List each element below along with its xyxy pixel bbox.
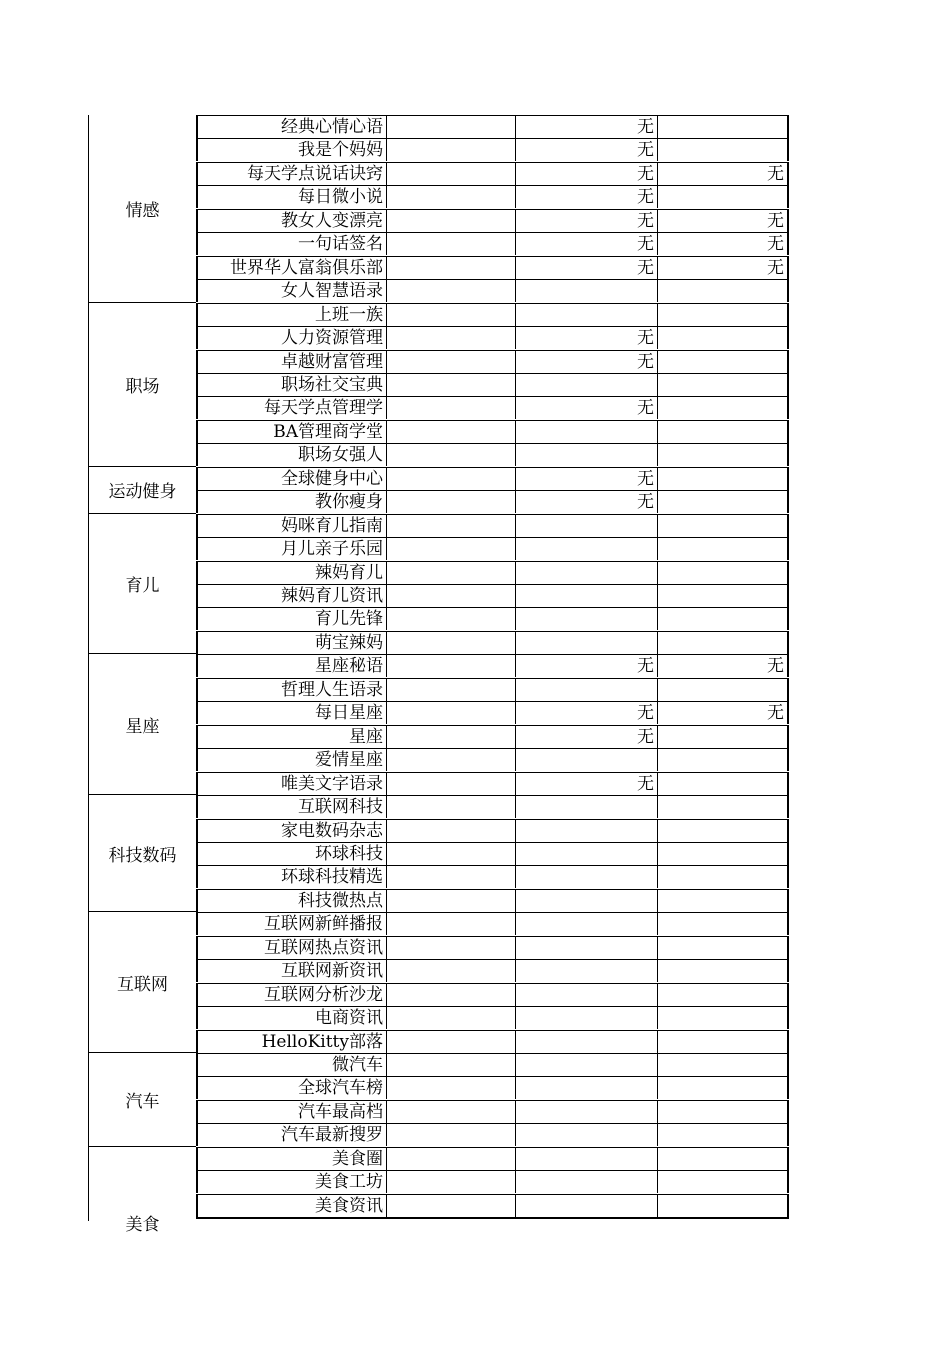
cell-col4[interactable] [658, 912, 789, 935]
cell-name[interactable]: 环球科技精选 [196, 865, 387, 888]
cell-name[interactable]: 互联网新资讯 [196, 959, 387, 982]
cell-col4[interactable] [658, 185, 789, 208]
cell-col2[interactable] [387, 842, 516, 865]
table-row [196, 373, 789, 396]
cell-name[interactable]: 职场女强人 [196, 443, 387, 466]
cell-col4[interactable] [658, 748, 789, 771]
cell-col2[interactable] [387, 936, 516, 959]
table-row [196, 467, 789, 490]
cell-name[interactable]: 互联网热点资讯 [196, 936, 387, 959]
cell-name[interactable]: 卓越财富管理 [196, 350, 387, 373]
cell-col2[interactable] [387, 256, 516, 279]
cell-col3[interactable] [516, 912, 658, 935]
cell-name[interactable]: 月儿亲子乐园 [196, 537, 387, 560]
cell-name[interactable]: 萌宝辣妈 [196, 631, 387, 654]
table-row [196, 443, 789, 466]
cell-col2[interactable] [387, 678, 516, 701]
category-cell [88, 654, 196, 795]
cell-col3[interactable] [516, 1053, 658, 1076]
cell-col3[interactable] [516, 1100, 658, 1123]
cell-col3[interactable]: 无 [516, 209, 658, 232]
cell-col3[interactable] [516, 1030, 658, 1053]
cell-col4[interactable] [658, 514, 789, 537]
table-row [196, 584, 789, 607]
table-row [196, 1006, 789, 1029]
table-bottom-border [196, 1217, 789, 1219]
cell-col4[interactable]: 无 [658, 701, 789, 724]
cell-col3[interactable] [516, 303, 658, 326]
table-row [196, 607, 789, 630]
category-cell [88, 1053, 196, 1147]
table-row [196, 819, 789, 842]
cell-col3[interactable]: 无 [516, 772, 658, 795]
cell-col4[interactable] [658, 889, 789, 912]
cell-col2[interactable] [387, 889, 516, 912]
cell-col2[interactable] [387, 631, 516, 654]
table-row [196, 1147, 789, 1170]
table-row [196, 232, 789, 255]
cell-name[interactable]: 全球汽车榜 [196, 1076, 387, 1099]
cell-col4[interactable] [658, 795, 789, 818]
cell-col3[interactable] [516, 1170, 658, 1193]
cell-name[interactable]: 妈咪育儿指南 [196, 514, 387, 537]
category-label: 互联网 [117, 974, 168, 995]
cell-col2[interactable] [387, 772, 516, 795]
cell-col4[interactable] [658, 584, 789, 607]
cell-col2[interactable] [387, 795, 516, 818]
cell-col3[interactable]: 无 [516, 701, 658, 724]
cell-col2[interactable] [387, 326, 516, 349]
cell-name[interactable]: 科技微热点 [196, 889, 387, 912]
cell-col2[interactable] [387, 701, 516, 724]
cell-col2[interactable] [387, 1030, 516, 1053]
cell-col4[interactable] [658, 819, 789, 842]
cell-col3[interactable] [516, 678, 658, 701]
cell-name[interactable]: BA管理商学堂 [196, 420, 387, 443]
cell-col4[interactable] [658, 1170, 789, 1193]
cell-name[interactable]: 星座秘语 [196, 654, 387, 677]
cell-col4[interactable] [658, 420, 789, 443]
table-row [196, 936, 789, 959]
cell-col2[interactable] [387, 138, 516, 161]
table-row [196, 209, 789, 232]
cell-col3[interactable] [516, 1076, 658, 1099]
category-cell [88, 795, 196, 912]
cell-name[interactable]: 环球科技 [196, 842, 387, 865]
category-cell [88, 467, 196, 514]
cell-col2[interactable] [387, 1006, 516, 1029]
cell-name[interactable]: 育儿先锋 [196, 607, 387, 630]
table-row [196, 420, 789, 443]
category-label: 科技数码 [108, 845, 177, 866]
table-row [196, 326, 789, 349]
cell-col2[interactable] [387, 584, 516, 607]
cell-col4[interactable] [658, 678, 789, 701]
cell-name[interactable]: 哲理人生语录 [196, 678, 387, 701]
table-row [196, 537, 789, 560]
cell-col4[interactable]: 无 [658, 209, 789, 232]
cell-col3[interactable] [516, 584, 658, 607]
cell-col3[interactable] [516, 1123, 658, 1146]
cell-col3[interactable] [516, 537, 658, 560]
cell-col2[interactable] [387, 350, 516, 373]
table-row [196, 912, 789, 935]
cell-col2[interactable] [387, 1123, 516, 1146]
cell-name[interactable]: 上班一族 [196, 303, 387, 326]
cell-col4[interactable] [658, 1194, 789, 1217]
table-row [196, 795, 789, 818]
cell-col2[interactable] [387, 514, 516, 537]
cell-col4[interactable]: 无 [658, 162, 789, 185]
table-row [196, 1170, 789, 1193]
cell-name[interactable]: 每日星座 [196, 701, 387, 724]
category-label: 汽车 [125, 1091, 160, 1112]
cell-col4[interactable] [658, 631, 789, 654]
cell-col2[interactable] [387, 607, 516, 630]
cell-name[interactable]: 互联网分析沙龙 [196, 983, 387, 1006]
cell-name[interactable]: 女人智慧语录 [196, 279, 387, 302]
table-row [196, 279, 789, 302]
cell-col4[interactable]: 无 [658, 232, 789, 255]
cell-col4[interactable] [658, 959, 789, 982]
cell-col4[interactable] [658, 326, 789, 349]
table-row [196, 256, 789, 279]
cell-col2[interactable] [387, 162, 516, 185]
cell-col4[interactable] [658, 561, 789, 584]
table-row [196, 748, 789, 771]
table-row [196, 162, 789, 185]
table-row [196, 350, 789, 373]
category-label: 情感 [125, 200, 160, 221]
cell-name[interactable]: 唯美文字语录 [196, 772, 387, 795]
cell-col2[interactable] [387, 209, 516, 232]
cell-name[interactable]: 互联网新鲜播报 [196, 912, 387, 935]
cell-col3[interactable]: 无 [516, 490, 658, 513]
cell-col3[interactable]: 无 [516, 185, 658, 208]
cell-col4[interactable] [658, 1030, 789, 1053]
cell-col4[interactable] [658, 936, 789, 959]
category-label: 运动健身 [108, 482, 177, 503]
table-row [196, 1030, 789, 1053]
table-row [196, 396, 789, 419]
cell-name[interactable]: 汽车最新搜罗 [196, 1123, 387, 1146]
cell-name[interactable]: HelloKitty部落 [196, 1030, 387, 1053]
cell-name[interactable]: 经典心情心语 [196, 115, 387, 138]
cell-col4[interactable] [658, 772, 789, 795]
table-row [196, 654, 789, 677]
cell-col2[interactable] [387, 303, 516, 326]
cell-col3[interactable] [516, 631, 658, 654]
table-row [196, 983, 789, 1006]
cell-col2[interactable] [387, 279, 516, 302]
cell-name[interactable]: 人力资源管理 [196, 326, 387, 349]
cell-col2[interactable] [387, 1100, 516, 1123]
cell-col4[interactable] [658, 1053, 789, 1076]
cell-col2[interactable] [387, 983, 516, 1006]
cell-col4[interactable] [658, 1006, 789, 1029]
cell-col2[interactable] [387, 1194, 516, 1217]
cell-col4[interactable] [658, 1100, 789, 1123]
cell-col3[interactable] [516, 1194, 658, 1217]
cell-col2[interactable] [387, 396, 516, 419]
table-row [196, 490, 789, 513]
cell-col4[interactable] [658, 303, 789, 326]
cell-col2[interactable] [387, 725, 516, 748]
cell-col3[interactable] [516, 443, 658, 466]
cell-col3[interactable]: 无 [516, 725, 658, 748]
cell-col2[interactable] [387, 1147, 516, 1170]
cell-name[interactable]: 微汽车 [196, 1053, 387, 1076]
cell-col2[interactable] [387, 373, 516, 396]
cell-col3[interactable] [516, 865, 658, 888]
cell-col4[interactable] [658, 350, 789, 373]
cell-name[interactable]: 每天学点管理学 [196, 396, 387, 419]
cell-col2[interactable] [387, 420, 516, 443]
table-row [196, 514, 789, 537]
table-row [196, 865, 789, 888]
cell-col2[interactable] [387, 1053, 516, 1076]
cell-col4[interactable] [658, 1076, 789, 1099]
cell-name[interactable]: 每天学点说话诀窍 [196, 162, 387, 185]
cell-name[interactable]: 世界华人富翁俱乐部 [196, 256, 387, 279]
cell-col4[interactable] [658, 467, 789, 490]
cell-name[interactable]: 美食工坊 [196, 1170, 387, 1193]
cell-col3[interactable]: 无 [516, 467, 658, 490]
cell-col3[interactable]: 无 [516, 115, 658, 138]
cell-col2[interactable] [387, 912, 516, 935]
category-cell [88, 303, 196, 467]
cell-col3[interactable] [516, 1006, 658, 1029]
cell-col3[interactable] [516, 748, 658, 771]
category-label: 美食 [125, 1215, 160, 1236]
cell-col3[interactable]: 无 [516, 256, 658, 279]
cell-col2[interactable] [387, 561, 516, 584]
cell-col4[interactable] [658, 443, 789, 466]
cell-col3[interactable]: 无 [516, 138, 658, 161]
category-cell [88, 115, 196, 303]
table-row [196, 1053, 789, 1076]
cell-name[interactable]: 辣妈育儿 [196, 561, 387, 584]
cell-name[interactable]: 电商资讯 [196, 1006, 387, 1029]
cell-col4[interactable] [658, 279, 789, 302]
cell-col2[interactable] [387, 467, 516, 490]
cell-col3[interactable] [516, 936, 658, 959]
cell-col3[interactable] [516, 514, 658, 537]
cell-col3[interactable] [516, 607, 658, 630]
cell-col2[interactable] [387, 115, 516, 138]
table-row [196, 889, 789, 912]
cell-col3[interactable] [516, 889, 658, 912]
cell-col3[interactable]: 无 [516, 232, 658, 255]
cell-name[interactable]: 汽车最高档 [196, 1100, 387, 1123]
cell-col3[interactable] [516, 983, 658, 1006]
cell-col3[interactable]: 无 [516, 350, 658, 373]
cell-col2[interactable] [387, 443, 516, 466]
cell-name[interactable]: 一句话签名 [196, 232, 387, 255]
cell-name[interactable]: 全球健身中心 [196, 467, 387, 490]
cell-col2[interactable] [387, 959, 516, 982]
cell-col4[interactable] [658, 1147, 789, 1170]
cell-name[interactable]: 教女人变漂亮 [196, 209, 387, 232]
category-cell [88, 912, 196, 1053]
cell-col3[interactable]: 无 [516, 326, 658, 349]
cell-col3[interactable] [516, 795, 658, 818]
cell-name[interactable]: 每日微小说 [196, 185, 387, 208]
cell-col4[interactable] [658, 842, 789, 865]
cell-col4[interactable] [658, 607, 789, 630]
cell-name[interactable]: 职场社交宝典 [196, 373, 387, 396]
cell-col2[interactable] [387, 654, 516, 677]
cell-col3[interactable] [516, 420, 658, 443]
table-row [196, 561, 789, 584]
table-row [196, 138, 789, 161]
category-label: 职场 [125, 376, 160, 397]
cell-col4[interactable] [658, 537, 789, 560]
cell-col3[interactable] [516, 959, 658, 982]
cell-col2[interactable] [387, 537, 516, 560]
table-row [196, 631, 789, 654]
category-cell [88, 1147, 196, 1236]
table-row [196, 303, 789, 326]
table-row [196, 842, 789, 865]
cell-col4[interactable] [658, 983, 789, 1006]
cell-col4[interactable] [658, 373, 789, 396]
cell-col2[interactable] [387, 232, 516, 255]
category-label: 星座 [125, 716, 160, 737]
cell-col4[interactable] [658, 725, 789, 748]
cell-name[interactable]: 星座 [196, 725, 387, 748]
cell-col2[interactable] [387, 1076, 516, 1099]
category-cell [88, 514, 196, 655]
cell-col2[interactable] [387, 865, 516, 888]
table-row [196, 701, 789, 724]
cell-col2[interactable] [387, 1170, 516, 1193]
cell-col3[interactable]: 无 [516, 654, 658, 677]
cell-col2[interactable] [387, 490, 516, 513]
table-row [196, 725, 789, 748]
cell-col4[interactable] [658, 1123, 789, 1146]
cell-col4[interactable] [658, 138, 789, 161]
table-row [196, 1123, 789, 1146]
cell-col2[interactable] [387, 819, 516, 842]
cell-col3[interactable]: 无 [516, 396, 658, 419]
cell-col4[interactable]: 无 [658, 654, 789, 677]
table-row [196, 1194, 789, 1217]
table-row [196, 678, 789, 701]
table-row [196, 1076, 789, 1099]
table-row [196, 1100, 789, 1123]
cell-col2[interactable] [387, 748, 516, 771]
cell-col3[interactable] [516, 373, 658, 396]
cell-name[interactable]: 家电数码杂志 [196, 819, 387, 842]
cell-col4[interactable] [658, 865, 789, 888]
cell-col2[interactable] [387, 185, 516, 208]
category-label: 育儿 [125, 575, 160, 596]
cell-name[interactable]: 我是个妈妈 [196, 138, 387, 161]
table-row [196, 772, 789, 795]
cell-col3[interactable] [516, 1147, 658, 1170]
cell-col3[interactable]: 无 [516, 162, 658, 185]
cell-name[interactable]: 互联网科技 [196, 795, 387, 818]
cell-col3[interactable] [516, 842, 658, 865]
cell-name[interactable]: 美食资讯 [196, 1194, 387, 1217]
cell-col3[interactable] [516, 561, 658, 584]
table-row [196, 185, 789, 208]
cell-name[interactable]: 爱情星座 [196, 748, 387, 771]
cell-col4[interactable] [658, 396, 789, 419]
cell-name[interactable]: 辣妈育儿资讯 [196, 584, 387, 607]
cell-col4[interactable] [658, 490, 789, 513]
cell-col4[interactable]: 无 [658, 256, 789, 279]
cell-name[interactable]: 美食圈 [196, 1147, 387, 1170]
table-row [196, 959, 789, 982]
cell-col3[interactable] [516, 819, 658, 842]
table-row [196, 115, 789, 138]
cell-name[interactable]: 教你瘦身 [196, 490, 387, 513]
cell-col3[interactable] [516, 279, 658, 302]
cell-col4[interactable] [658, 115, 789, 138]
